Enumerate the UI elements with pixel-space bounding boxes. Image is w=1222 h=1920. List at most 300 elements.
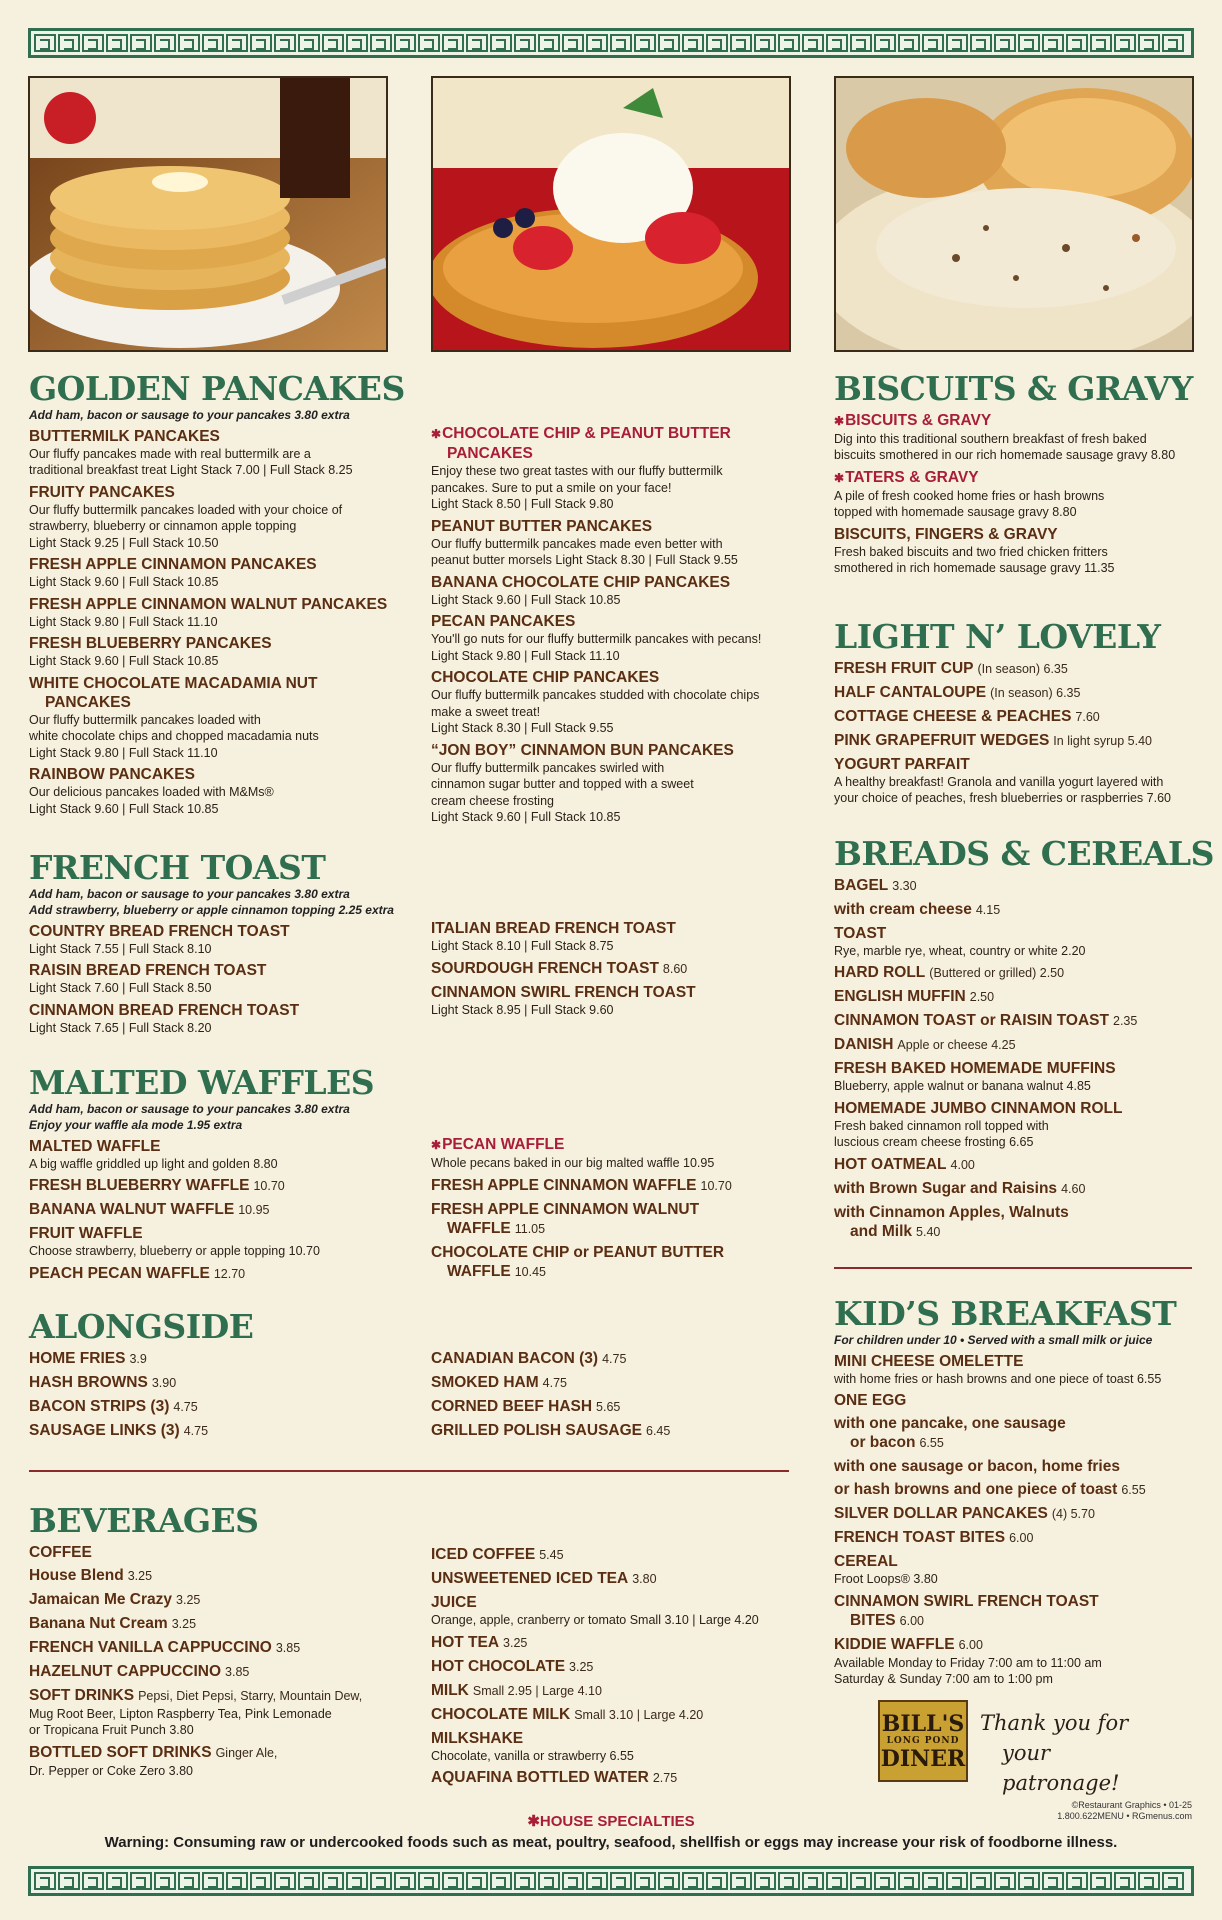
item-name-text: PECAN WAFFLE [442,1136,565,1153]
item-price: 3.25 [171,1616,197,1631]
greek-key-ornament [562,1872,584,1890]
item-price: 2.50 [969,990,995,1005]
item-name [29,634,409,653]
menu-item [29,1264,409,1284]
greek-key-ornament [1090,1872,1112,1890]
menu-item [834,707,1204,727]
item-name [431,983,811,1002]
greek-key-ornament [202,34,224,52]
item-name-text: FRESH APPLE CINNAMON WAFFLE [431,1176,697,1194]
section-note: Add ham, bacon or sausage to your pancakes 3.80 extra [29,1101,350,1116]
menu-item [834,987,1204,1007]
bottom-border [28,1866,1194,1896]
menu-item [834,1504,1204,1524]
menu-item [29,1001,409,1037]
menu-item [29,1686,409,1739]
item-description: smothered in rich homemade sausage gravy 11.35 [834,561,1115,576]
item-name [431,1200,811,1219]
menu-item [834,1099,1204,1151]
waffle-photo [431,76,791,352]
menu-item [834,468,1204,521]
item-description: Light Stack 9.80 | Full Stack 11.10 [29,614,218,629]
item-description: Light Stack 9.80 | Full Stack 11.10 [29,745,218,760]
greek-key-ornament [874,34,896,52]
greek-key-ornament [754,1872,776,1890]
item-price: 4.15 [975,902,1001,917]
greek-key-ornament [610,1872,632,1890]
item-name [29,483,409,502]
menu-section [29,848,409,1036]
section-title: BISCUITS & GRAVY [834,369,1193,408]
greek-key-ornament [418,34,440,52]
menu-item [834,1155,1204,1175]
greek-key-ornament [322,1872,344,1890]
item-price: 4.00 [950,1157,975,1172]
item-price: 3.25 [127,1568,153,1583]
greek-key-ornament [634,1872,656,1890]
greek-key-ornament [490,1872,512,1890]
item-price: 4.75 [602,1352,627,1366]
item-description: A pile of fresh cooked home fries or hash browns [834,488,1105,503]
item-name [431,612,811,631]
menu-item [29,1662,409,1682]
item-inline-detail: (In season) 6.35 [990,685,1081,700]
item-name-continued [431,444,811,463]
item-name [834,924,1204,943]
greek-key-ornament [1066,34,1088,52]
menu-item [431,1545,811,1565]
item-name-text: FRESH APPLE CINNAMON WALNUT [431,1200,700,1218]
menu-item [834,755,1204,807]
logo-line2: LONG POND [886,1735,960,1746]
greek-key-ornament [730,1872,752,1890]
menu-item [431,741,811,826]
item-name-text: CORNED BEEF HASH [431,1398,593,1415]
greek-key-ornament [538,1872,560,1890]
menu-item [29,483,409,552]
item-name [834,1504,1204,1524]
section-title: GOLDEN PANCAKES [29,369,405,408]
item-name [834,755,1204,774]
greek-key-ornament [634,34,656,52]
greek-key-ornament [562,34,584,52]
item-description: Our fluffy buttermilk pancakes made even better with [431,536,723,551]
item-name [29,1264,409,1284]
menu-section [431,1135,811,1282]
item-name-text: TATERS & GRAVY [845,468,979,486]
item-name-text: SILVER DOLLAR PANCAKES [834,1505,1048,1523]
menu-section [29,369,409,817]
item-name [29,595,409,614]
item-price: 8.60 [662,961,688,976]
greek-key-ornament [778,1872,800,1890]
greek-key-ornament [1138,34,1160,52]
greek-key-ornament [226,34,248,52]
item-name-text: ICED COFFEE [431,1546,536,1563]
item-name [431,959,811,979]
divider-beverages [29,1470,789,1472]
menu-item [431,1421,811,1441]
item-description: Dig into this traditional southern breakfast of fresh baked [834,431,1147,446]
item-name-text: AQUAFINA BOTTLED WATER [431,1769,649,1786]
item-name [29,922,409,941]
item-description: white chocolate chips and chopped macadamia nuts [29,729,319,744]
menu-item [431,517,811,569]
item-description: Light Stack 9.60 | Full Stack 10.85 [431,810,621,824]
menu-item [431,1729,811,1765]
menu-section [29,1501,409,1779]
item-description: Whole pecans baked in our big malted waffle 10.95 [431,1156,715,1170]
item-price: 4.60 [1061,1181,1086,1196]
item-price: 3.25 [176,1592,201,1607]
section-note: Add ham, bacon or sausage to your pancakes 3.80 extra [29,407,350,422]
item-name [29,1137,409,1156]
greek-key-ornament [658,34,680,52]
item-name-text: or bacon [850,1434,916,1452]
greek-key-ornament [922,34,944,52]
item-name-text: Banana Nut Cream [29,1614,168,1632]
item-name [29,1614,409,1634]
item-name-text: PANCAKES [447,445,533,462]
menu-item [834,1414,1204,1453]
greek-key-ornament [154,1872,176,1890]
item-name [29,674,409,693]
item-description: cinnamon sugar butter and topped with a sweet [431,777,694,791]
item-name-text: House Blend [29,1566,124,1584]
item-name-text: PECAN PANCAKES [431,613,576,630]
menu-item [834,1203,1204,1242]
section-title: BREADS & CEREALS [834,834,1214,873]
greek-key-ornament [394,34,416,52]
menu-item [29,765,409,817]
item-name [834,525,1204,544]
menu-section [431,1349,811,1441]
item-name-text: PEANUT BUTTER PANCAKES [431,517,653,535]
greek-key-ornament [490,34,512,52]
item-name-text: FRESH FRUIT CUP [834,659,974,677]
item-name [834,731,1204,751]
item-price: 6.00 [958,1637,983,1652]
item-description: topped with homemade sausage gravy 8.80 [834,505,1077,520]
greek-key-ornament [970,34,992,52]
item-name [431,1373,811,1393]
greek-key-ornament [346,34,368,52]
greek-key-ornament [1018,1872,1040,1890]
item-name [431,1569,811,1589]
greek-key-ornament [322,34,344,52]
item-description: A healthy breakfast! Granola and vanilla yogurt layered with [834,774,1164,789]
item-name-text: ENGLISH MUFFIN [834,988,966,1006]
menu-item [834,900,1204,920]
item-price: 10.95 [238,1203,270,1218]
greek-key-ornament [82,1872,104,1890]
item-price: 3.25 [569,1659,594,1674]
item-name [834,876,1204,896]
item-description: cream cheese frosting [431,793,554,808]
item-name [834,1011,1204,1031]
item-description: Our fluffy buttermilk pancakes studded with chocolate chips [431,688,760,702]
item-name-text: FRESH BAKED HOMEMADE MUFFINS [834,1060,1116,1078]
greek-key-ornament [1138,1872,1160,1890]
menu-item [29,1614,409,1634]
item-description: You'll go nuts for our fluffy buttermilk pancakes with pecans! [431,632,762,646]
menu-item [29,1638,409,1658]
thanks-line2: your patronage! [1002,1741,1120,1795]
item-inline-detail: In light syrup 5.40 [1053,733,1152,748]
item-name-continued [834,1433,1204,1453]
greek-key-ornament [202,1872,224,1890]
item-name [431,1397,811,1417]
greek-key-ornament [946,34,968,52]
menu-section [431,424,811,826]
menu-item [834,1480,1204,1500]
item-name [834,1352,1204,1371]
item-price: 5.65 [596,1400,621,1414]
menu-item [431,1135,811,1172]
item-name [431,919,811,938]
menu-item [834,1011,1204,1031]
item-name-text: CEREAL [834,1553,898,1571]
item-name-text: WAFFLE [447,1262,511,1280]
greek-key-ornament [178,1872,200,1890]
item-name-continued [834,1611,1204,1631]
greek-key-ornament [706,34,728,52]
greek-key-ornament [250,1872,272,1890]
item-name [431,1545,811,1565]
item-description: Light Stack 8.30 | Full Stack 9.55 [431,721,614,735]
item-name [431,1243,811,1262]
credit-line2: 1.800.622MENU • RGmenus.com [1057,1811,1192,1821]
greek-key-ornament [58,1872,80,1890]
greek-key-ornament [1090,34,1112,52]
item-name-text: SOURDOUGH FRENCH TOAST [431,959,659,977]
item-name [834,707,1204,727]
menu-item [431,1373,811,1393]
item-description: Blueberry, apple walnut or banana walnut 4.85 [834,1079,1091,1094]
item-name-text: RAINBOW PANCAKES [29,766,195,784]
item-name-text: FRENCH VANILLA CAPPUCCINO [29,1638,272,1656]
greek-key-ornament [250,34,272,52]
item-description: make a sweet treat! [431,704,541,719]
item-name-text: JUICE [431,1594,477,1611]
item-inline-detail: Small 2.95 | Large 4.10 [472,1683,602,1698]
menu-item [834,731,1204,751]
item-name-text: HALF CANTALOUPE [834,683,987,701]
item-name-text: HOT OATMEAL [834,1155,947,1173]
item-inline-detail: Apple or cheese 4.25 [897,1038,1016,1053]
item-price: 4.75 [173,1399,198,1414]
greek-key-ornament [922,1872,944,1890]
top-border [28,28,1194,58]
greek-key-ornament [154,34,176,52]
item-price: 3.30 [892,878,917,893]
item-name-text: WHITE CHOCOLATE MACADAMIA NUT [29,674,318,692]
greek-key-ornament [850,34,872,52]
item-description: traditional breakfast treat Light Stack 7.00 | Full Stack 8.25 [29,463,353,478]
item-name-text: CINNAMON TOAST or RAISIN TOAST [834,1012,1109,1030]
item-inline-detail: Small 3.10 | Large 4.20 [574,1707,704,1722]
greek-key-ornament [946,1872,968,1890]
greek-key-ornament [586,34,608,52]
menu-item [834,659,1204,679]
greek-key-ornament [898,1872,920,1890]
item-name [431,1705,811,1725]
section-note: Add strawberry, blueberry or apple cinnamon topping 2.25 extra [29,902,394,917]
item-name-text: PINK GRAPEFRUIT WEDGES [834,731,1050,749]
menu-item [834,1035,1204,1055]
item-name-text: HARD ROLL [834,964,926,982]
item-description: Light Stack 9.60 | Full Stack 10.85 [431,592,621,607]
menu-item [29,634,409,670]
item-description: Orange, apple, cranberry or tomato Small 3.10 | Large 4.20 [431,1613,759,1627]
item-inline-detail: (4) 5.70 [1051,1507,1095,1522]
item-price: 5.40 [916,1224,941,1239]
item-name [834,1457,1204,1476]
item-name [29,1543,409,1562]
greek-key-ornament [34,34,56,52]
item-description: Light Stack 8.50 | Full Stack 9.80 [431,497,614,511]
greek-key-ornament [1162,34,1184,52]
greek-key-ornament [514,34,536,52]
item-description: Our fluffy buttermilk pancakes loaded with your choice of [29,502,343,517]
menu-section [834,1294,1204,1688]
menu-item [29,1743,409,1780]
item-description: strawberry, blueberry or cinnamon apple topping [29,519,297,534]
item-name [29,1662,409,1682]
item-name-text: MILKSHAKE [431,1729,524,1747]
menu-item [29,427,409,479]
item-description: Rye, marble rye, wheat, country or white 2.20 [834,943,1086,958]
item-price: 4.75 [542,1376,567,1390]
item-description: Fresh baked cinnamon roll topped with [834,1118,1049,1133]
menu-item [834,1457,1204,1476]
item-name [834,1552,1204,1571]
item-name [431,1421,811,1441]
item-name-text: and Milk [850,1222,913,1240]
item-name-text: UNSWEETENED ICED TEA [431,1570,629,1587]
item-name [834,659,1204,679]
item-name [431,1593,811,1612]
item-name-text: HOME FRIES [29,1349,126,1367]
greek-key-ornament [754,34,776,52]
item-description: Froot Loops® 3.80 [834,1572,938,1587]
greek-key-ornament [1042,34,1064,52]
item-description: Chocolate, vanilla or strawberry 6.55 [431,1748,634,1763]
item-price: 7.60 [1075,709,1100,724]
item-name [431,1729,811,1748]
menu-item [834,1528,1204,1548]
item-name [834,468,1204,488]
item-description: Enjoy these two great tastes with our fluffy buttermilk [431,464,723,478]
item-description: peanut butter morsels Light Stack 8.30 | Full Stack 9.55 [431,553,738,567]
item-name [29,1349,409,1369]
item-name [834,987,1204,1007]
item-name-text: COFFEE [29,1543,92,1561]
greek-key-ornament [442,1872,464,1890]
menu-item [431,573,811,609]
menu-item [834,924,1204,960]
greek-key-ornament [1042,1872,1064,1890]
item-name-text: BAGEL [834,876,889,894]
item-description: Our fluffy pancakes made with real buttermilk are a [29,446,311,461]
menu-item [834,1179,1204,1199]
item-name [834,900,1204,920]
menu-item [431,1397,811,1417]
item-name-text: CANADIAN BACON (3) [431,1350,599,1367]
greek-key-ornament [442,34,464,52]
section-title: BEVERAGES [29,1501,259,1540]
item-name-text: CHOCOLATE CHIP PANCAKES [431,669,660,686]
menu-item [431,1657,811,1677]
greek-key-ornament [706,1872,728,1890]
menu-item [431,919,811,955]
item-name-text: with Brown Sugar and Raisins [834,1179,1058,1197]
item-name-text: CINNAMON SWIRL FRENCH TOAST [834,1592,1099,1610]
item-name-text: YOGURT PARFAIT [834,755,970,773]
item-name [431,668,811,687]
menu-item [431,1593,811,1629]
menu-item [834,525,1204,577]
item-name-text: HASH BROWNS [29,1373,148,1391]
greek-key-ornament [1066,1872,1088,1890]
item-name [834,1592,1204,1611]
menu-section [834,834,1214,1242]
item-name-text: HOT CHOCOLATE [431,1657,566,1675]
item-name [431,1135,811,1155]
menu-item [29,1176,409,1196]
logo-line1: BILL'S [881,1710,965,1737]
menu-item [834,1391,1204,1410]
item-price: 10.45 [514,1264,546,1279]
item-name-text: BISCUITS & GRAVY [845,411,992,429]
section-note: Add ham, bacon or sausage to your pancakes 3.80 extra [29,886,350,901]
item-name [29,961,409,980]
menu-item [29,1543,409,1562]
logo-line3: DINER [880,1745,966,1772]
greek-key-ornament [802,34,824,52]
item-name-text: BUTTERMILK PANCAKES [29,427,220,445]
item-description: Light Stack 7.55 | Full Stack 8.10 [29,941,212,956]
item-name-text: CINNAMON SWIRL FRENCH TOAST [431,983,696,1001]
item-price: 12.70 [213,1266,246,1281]
menu-item [29,555,409,591]
item-name [29,1224,409,1243]
item-name-text: MALTED WAFFLE [29,1137,161,1155]
item-description: pancakes. Sure to put a smile on your face! [431,480,672,495]
menu-item [431,1243,811,1282]
house-specialties-key: ✱ HOUSE SPECIALTIES [0,1812,1222,1830]
item-name-text: FRESH APPLE CINNAMON WALNUT PANCAKES [29,595,388,613]
item-name-text: WAFFLE [447,1219,511,1237]
item-name-text: BANANA CHOCOLATE CHIP PANCAKES [431,573,731,591]
item-description: Light Stack 9.80 | Full Stack 11.10 [431,648,620,663]
thanks-line1: Thank you for [980,1711,1129,1735]
item-name [834,683,1204,703]
greek-key-ornament [178,34,200,52]
menu-item [29,1224,409,1260]
menu-item [431,668,811,737]
item-price: 6.55 [919,1436,944,1451]
item-name [834,1155,1204,1175]
greek-key-ornament [778,34,800,52]
section-title: MALTED WAFFLES [29,1063,375,1102]
greek-key-ornament [370,34,392,52]
item-price: 11.05 [514,1221,546,1236]
menu-section [834,369,1204,577]
item-name [431,1657,811,1677]
item-name [431,1633,811,1653]
greek-key-ornament [298,34,320,52]
